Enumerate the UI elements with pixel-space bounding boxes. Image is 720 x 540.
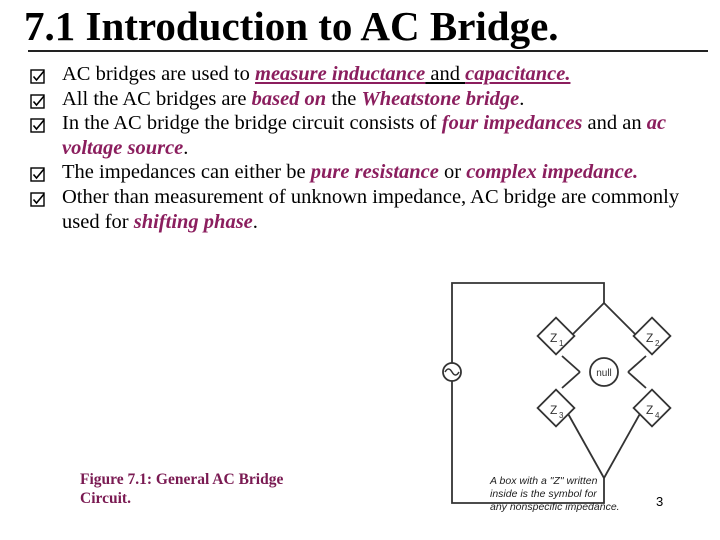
- bullet-text-segment: measure inductance: [255, 63, 426, 85]
- figure-note-line-2: inside is the symbol for: [490, 488, 597, 500]
- ac-source-icon: [443, 363, 461, 381]
- bullet-text-segment: Wheatstone bridge: [361, 87, 520, 110]
- bullet-text-segment: four impedances: [441, 112, 583, 135]
- bullet-text-segment: All the AC bridges are: [62, 87, 252, 110]
- bullet-text-segment: shifting phase: [133, 210, 253, 233]
- bullet-text-segment: or: [438, 161, 467, 184]
- bullet-text-segment: AC bridges are used to: [62, 63, 255, 85]
- bullet-item: [30, 62, 700, 87]
- bullet-item: [30, 87, 700, 112]
- bullet-text-segment: pure resistance: [310, 161, 439, 184]
- bullet-list: [30, 62, 700, 234]
- null-label: null: [596, 368, 612, 379]
- z3-subscript: 3: [559, 411, 564, 420]
- figure-note-line-1: A box with a "Z" written: [490, 475, 598, 487]
- bullet-text-segment: based on: [251, 87, 327, 110]
- checkbox-bullet-icon: [30, 92, 46, 108]
- checkbox-bullet-icon: [30, 190, 46, 206]
- bullet-text-segment: .: [183, 136, 189, 159]
- z1-subscript: 1: [559, 339, 564, 348]
- z4-label: Z: [646, 403, 654, 417]
- checkbox-bullet-icon: [30, 67, 46, 83]
- z4-subscript: 4: [655, 411, 660, 420]
- bullet-text-segment: and: [425, 63, 466, 85]
- bullet-text-segment: In the AC bridge the bridge circuit consists of: [62, 112, 442, 135]
- bullet-text-segment: ac voltage source: [62, 112, 667, 159]
- slide-title: 7.1 Introduction to AC Bridge.: [24, 3, 559, 49]
- z3-label: Z: [550, 403, 558, 417]
- bullet-item: [30, 160, 700, 185]
- page-number: 3: [656, 494, 664, 509]
- bullet-text-segment: The impedances can either be: [62, 161, 311, 184]
- figure-caption: [80, 470, 330, 508]
- bullet-text-segment: complex impedance.: [466, 161, 639, 184]
- bullet-text-segment: Other than measurement of unknown impedance, AC bridge are commonly used for: [62, 185, 680, 233]
- bullet-text-segment: capacitance.: [465, 63, 571, 85]
- bullet-text-segment: and an: [582, 112, 647, 135]
- figure-caption-line-2: Circuit.: [80, 490, 131, 507]
- null-detector-icon: [590, 358, 618, 386]
- checkbox-bullet-icon: [30, 165, 46, 181]
- bullet-text-segment: .: [252, 210, 258, 233]
- z2-subscript: 2: [655, 339, 660, 348]
- bullet-text-segment: .: [519, 87, 525, 110]
- figure-caption-line-1: Figure 7.1: General AC Bridge: [80, 471, 284, 488]
- bridge-circuit-figure: [432, 278, 690, 521]
- checkbox-bullet-icon: [30, 116, 46, 132]
- figure-note-line-3: any nonspecific impedance.: [490, 501, 620, 513]
- bullet-item: [30, 185, 700, 234]
- title-divider: [28, 50, 708, 52]
- z2-label: Z: [646, 331, 654, 345]
- bullet-item: [30, 111, 700, 160]
- bullet-text-segment: the: [326, 87, 362, 110]
- z1-label: Z: [550, 331, 558, 345]
